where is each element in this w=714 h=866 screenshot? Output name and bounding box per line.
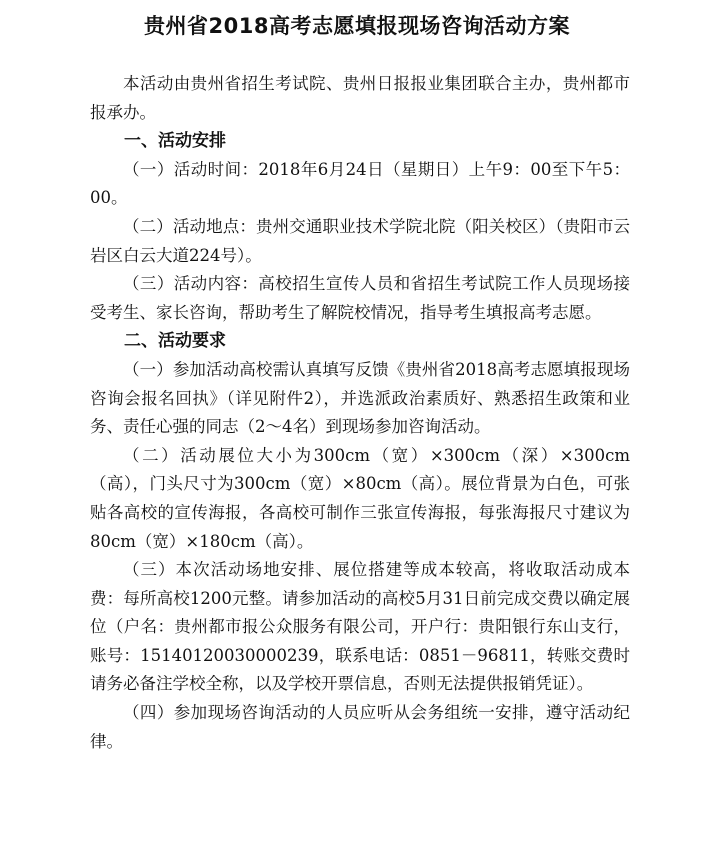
intro-paragraph: 本活动由贵州省招生考试院、贵州日报报业集团联合主办，贵州都市报承办。: [90, 74, 630, 122]
arrangement-content: （三）活动内容：高校招生宣传人员和省招生考试院工作人员现场接受考生、家长咨询，帮助考生了解院校情况，指导考生填报高考志愿。: [90, 274, 630, 322]
requirement-fee: （三）本次活动场地安排、展位搭建等成本较高，将收取活动成本费：每所高校1200元整。请参加活动的高校5月31日前完成交费以确定展位（户名：贵州都市报公众服务有限公司，开户行：贵阳银行东山支行，账号：15140120030000239，联系电话：0851－96811，转账交费时请务必备注学校全称，以及学校开票信息，否则无法提供报销凭证）。: [90, 560, 630, 694]
requirement-registration: （一）参加活动高校需认真填写反馈《贵州省2018高考志愿填报现场咨询会报名回执》（详见附件2），并选派政治素质好、熟悉招生政策和业务、责任心强的同志（2～4名）到现场参加咨询活动。: [90, 359, 630, 437]
arrangement-location: （二）活动地点：贵州交通职业技术学院北院（阳关校区）（贵阳市云岩区白云大道224号）。: [90, 216, 630, 265]
document-body: [90, 70, 630, 756]
requirement-discipline: （四）参加现场咨询活动的人员应听从会务组统一安排，遵守活动纪律。: [90, 703, 630, 751]
section-heading-arrangement: 一、活动安排: [124, 131, 226, 152]
section-heading-requirements: 二、活动要求: [124, 331, 226, 352]
document-title: 贵州省2018高考志愿填报现场咨询活动方案: [144, 14, 570, 38]
requirement-booth: （二）活动展位大小为300cm（宽）×300cm（深）×300cm（高），门头尺寸为300cm（宽）×80cm（高）。展位背景为白色，可张贴各高校的宣传海报，各高校可制作三张宣传海报，每张海报尺寸建议为80cm（宽）×180cm（高）。: [90, 445, 630, 551]
arrangement-time: （一）活动时间：2018年6月24日（星期日）上午9：00至下午5：00。: [90, 159, 630, 208]
